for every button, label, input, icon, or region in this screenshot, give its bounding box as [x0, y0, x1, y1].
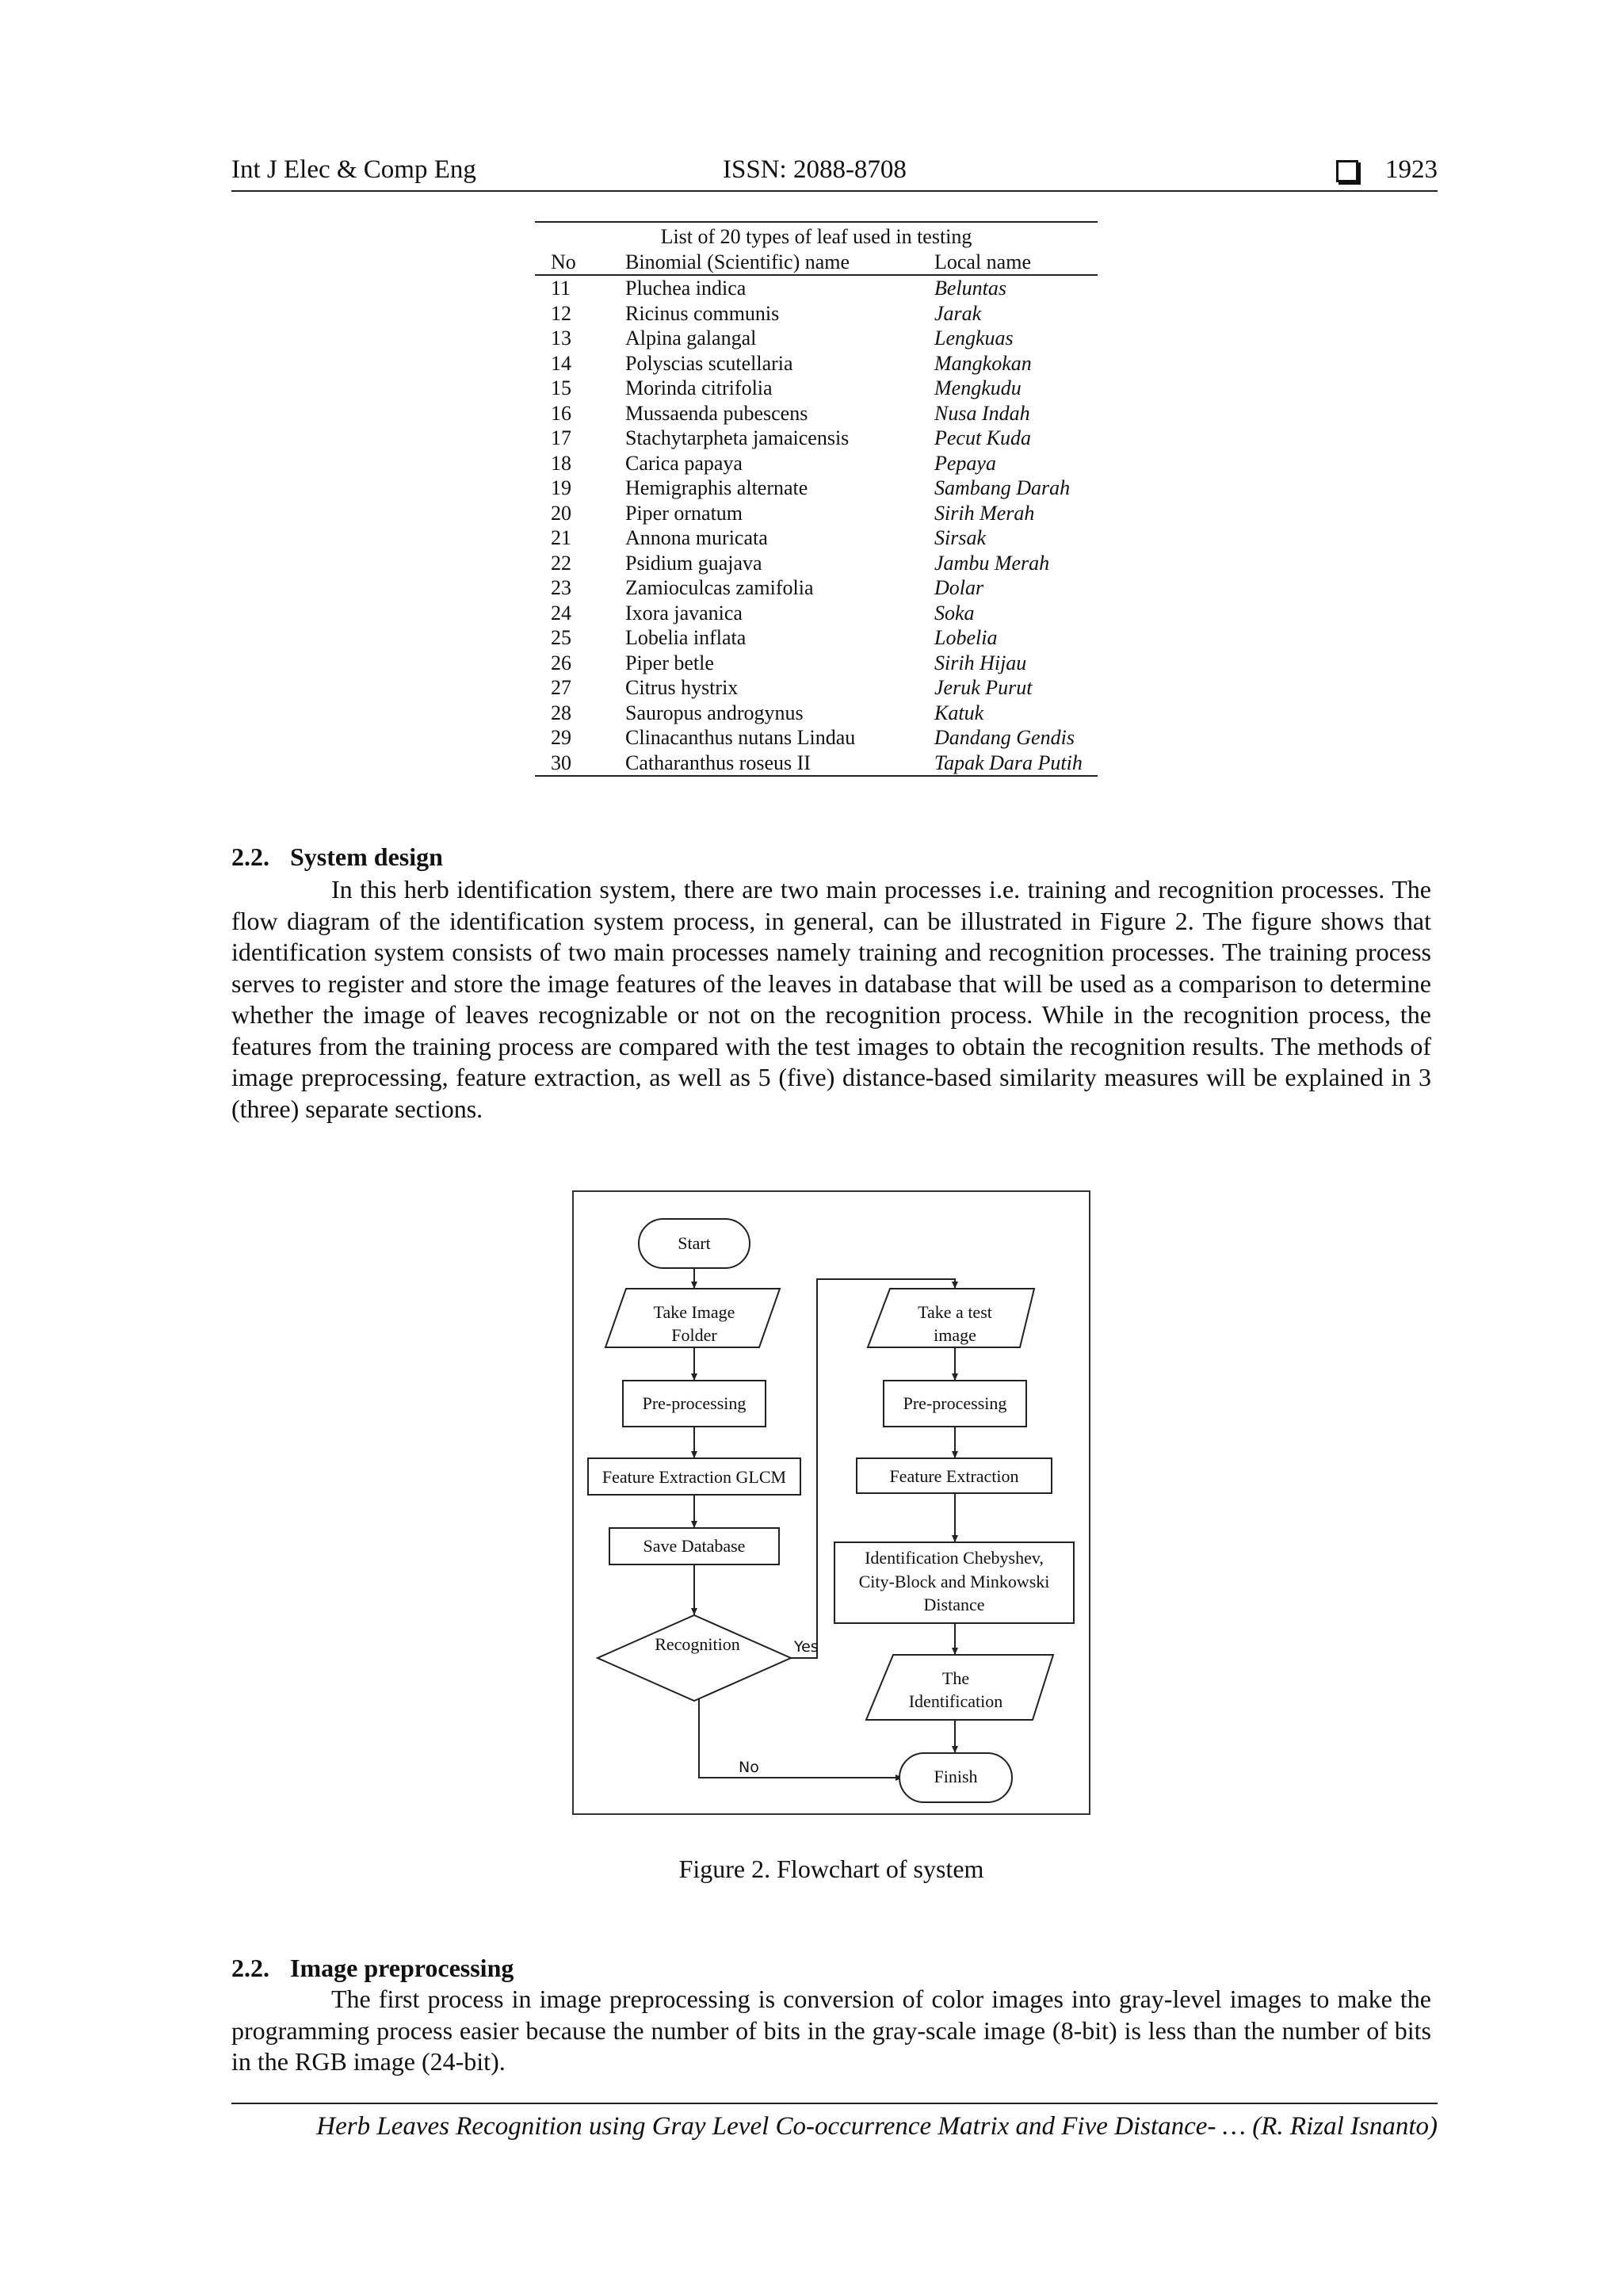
- table-row: [535, 451, 1098, 476]
- table-row: [535, 351, 1098, 376]
- cell-local-name: Dolar: [934, 576, 984, 599]
- cell-local-name: Jambu Merah: [934, 551, 1050, 575]
- table-row: [535, 525, 1098, 551]
- cell-no: 24: [551, 601, 571, 625]
- the-identification-label-2: Identification: [908, 1691, 1003, 1711]
- cell-binomial-name: Carica papaya: [625, 451, 743, 475]
- cell-binomial-name: Pluchea indica: [625, 277, 747, 300]
- section-heading-system-design: [231, 842, 443, 872]
- section-number: 2.2.: [231, 842, 269, 871]
- cell-binomial-name: Ixora javanica: [625, 601, 743, 625]
- table-row: [535, 401, 1098, 426]
- journal-name: Int J Elec & Comp Eng: [231, 155, 476, 184]
- flowchart-diagram: [572, 1190, 1090, 1815]
- save-database-label: Save Database: [643, 1536, 746, 1556]
- cell-no: 13: [551, 327, 571, 350]
- table-row: [535, 575, 1098, 601]
- cell-local-name: Lobelia: [934, 626, 998, 649]
- page-footer: [231, 2103, 1438, 2141]
- cell-no: 27: [551, 676, 571, 699]
- cell-binomial-name: Alpina galangal: [625, 327, 757, 350]
- cell-local-name: Jeruk Purut: [934, 676, 1033, 699]
- table-row: [535, 701, 1098, 726]
- square-bullet-icon: [1336, 160, 1358, 182]
- cell-no: 30: [535, 751, 625, 777]
- yes-label: Yes: [794, 1638, 819, 1656]
- cell-local-name: Soka: [934, 601, 975, 625]
- column-header-no: No: [535, 250, 625, 276]
- table-row: [535, 725, 1098, 751]
- section-title: System design: [290, 842, 443, 871]
- take-test-image-label-1: Take a test: [918, 1302, 992, 1322]
- cell-binomial-name: Piper ornatum: [625, 501, 743, 525]
- cell-binomial-name: Psidium guajava: [625, 551, 762, 575]
- feature-extraction-label: Feature Extraction: [889, 1466, 1019, 1486]
- cell-local-name: Dandang Gendis: [934, 726, 1075, 749]
- figure-caption: Figure 2. Flowchart of system: [678, 1855, 984, 1883]
- footer-running-title: Herb Leaves Recognition using Gray Level Co-occurrence Matrix and Five Distance- … (R. Rizal Isnanto): [316, 2112, 1438, 2141]
- recognition-decision: [598, 1615, 791, 1701]
- cell-local-name: Pepaya: [934, 451, 996, 475]
- cell-no: 21: [551, 526, 571, 549]
- cell-binomial-name: Annona muricata: [625, 526, 768, 549]
- cell-no: 20: [551, 501, 571, 525]
- column-header-binomial: Binomial (Scientific) name: [625, 250, 934, 276]
- cell-local-name: Jarak: [934, 301, 982, 325]
- cell-no: 15: [551, 376, 571, 399]
- table-row: [535, 751, 1098, 777]
- cell-binomial-name: Citrus hystrix: [625, 676, 739, 699]
- section-title-2: Image preprocessing: [290, 1954, 514, 1982]
- the-identification-label-1: The: [941, 1668, 970, 1688]
- cell-no: 17: [551, 426, 571, 449]
- cell-local-name: Nusa Indah: [934, 401, 1030, 425]
- cell-binomial-name: Hemigraphis alternate: [625, 476, 808, 499]
- preprocessing-right-label: Pre-processing: [903, 1393, 1007, 1413]
- cell-no: 25: [551, 626, 571, 649]
- table-row: [535, 551, 1098, 576]
- table-row: [535, 301, 1098, 327]
- cell-local-name: Lengkuas: [934, 327, 1014, 350]
- cell-local-name: Tapak Dara Putih: [934, 751, 1098, 777]
- section-heading-image-preprocessing: [231, 1954, 514, 1983]
- identification-label-1: Identification Chebyshev,: [865, 1548, 1044, 1568]
- cell-no: 11: [551, 277, 571, 300]
- cell-binomial-name: Morinda citrifolia: [625, 376, 773, 399]
- table-header-row: [535, 250, 1098, 276]
- table-row: [535, 426, 1098, 451]
- cell-binomial-name: Ricinus communis: [625, 301, 780, 325]
- cell-local-name: Sirih Merah: [934, 501, 1035, 525]
- cell-no: 14: [551, 351, 571, 375]
- table-row: [535, 601, 1098, 626]
- table-body: [535, 275, 1098, 776]
- table-row: [535, 326, 1098, 351]
- page-header: [231, 149, 1438, 192]
- cell-no: 29: [551, 726, 571, 749]
- system-design-paragraph: In this herb identification system, there are two main processes i.e. training and recognition processes. The flow diagram of the identification system process, in general, can be illustrated in Figure 2. The figure shows that identification system consists of two main processes namely training and recognition processes. The training process serves to register and store the image features of the leaves in database that will be used as a comparison to determine whether the image of leaves recognizable or not on the recognition process. While in the recognition process, the features from the training process are compared with the test images to obtain the recognition results. The methods of image preprocessing, feature extraction, as well as 5 (five) distance-based similarity measures will be explained in 3 (three) separate sections.: [231, 875, 1431, 1123]
- cell-binomial-name: Catharanthus roseus II: [625, 751, 934, 777]
- preprocessing-left-label: Pre-processing: [642, 1393, 747, 1413]
- cell-binomial-name: Mussaenda pubescens: [625, 401, 808, 425]
- start-label: Start: [678, 1233, 711, 1253]
- cell-binomial-name: Stachytarpheta jamaicensis: [625, 426, 850, 449]
- cell-local-name: Sambang Darah: [934, 476, 1071, 499]
- image-preprocessing-paragraph: The first process in image preprocessing is conversion of color images into gray-level images to make the programming process easier because the number of bits in the gray-scale image (8-bit) is less than the number of bits in the RGB image (24-bit).: [231, 1985, 1431, 2076]
- cell-no: 28: [551, 701, 571, 724]
- column-header-local: Local name: [934, 250, 1098, 276]
- table-row: [535, 501, 1098, 526]
- table-row: [535, 675, 1098, 701]
- cell-no: 16: [551, 401, 571, 425]
- issn: ISSN: 2088-8708: [723, 155, 907, 184]
- take-image-folder-label-2: Folder: [671, 1325, 717, 1345]
- identification-label-3: Distance: [923, 1595, 985, 1614]
- cell-binomial-name: Lobelia inflata: [625, 626, 747, 649]
- page-number: 1923: [1385, 155, 1438, 184]
- identification-label-2: City-Block and Minkowski: [858, 1572, 1050, 1591]
- cell-binomial-name: Piper betle: [625, 651, 714, 674]
- cell-no: 23: [551, 576, 571, 599]
- section-number-2: 2.2.: [231, 1954, 269, 1982]
- table-caption: List of 20 types of leaf used in testing: [535, 221, 1098, 250]
- cell-binomial-name: Sauropus androgynus: [625, 701, 804, 724]
- finish-label: Finish: [934, 1767, 978, 1786]
- cell-no: 22: [551, 551, 571, 575]
- cell-no: 19: [551, 476, 571, 499]
- cell-local-name: Sirsak: [934, 526, 986, 549]
- cell-local-name: Mangkokan: [934, 351, 1032, 375]
- take-test-image-label-2: image: [934, 1325, 976, 1345]
- table-row: [535, 625, 1098, 651]
- cell-no: 26: [551, 651, 571, 674]
- table-row: [535, 275, 1098, 301]
- cell-binomial-name: Clinacanthus nutans Lindau: [625, 726, 856, 749]
- table-row: [535, 651, 1098, 676]
- no-label: No: [739, 1759, 759, 1776]
- cell-binomial-name: Zamioculcas zamifolia: [625, 576, 814, 599]
- cell-no: 18: [551, 451, 571, 475]
- cell-local-name: Sirih Hijau: [934, 651, 1027, 674]
- table-row: [535, 476, 1098, 501]
- take-image-folder-label-1: Take Image: [653, 1302, 735, 1322]
- cell-local-name: Beluntas: [934, 277, 1006, 300]
- table-row: [535, 376, 1098, 401]
- cell-no: 12: [551, 301, 571, 325]
- feature-glcm-label: Feature Extraction GLCM: [601, 1467, 787, 1487]
- cell-local-name: Katuk: [934, 701, 984, 724]
- leaf-types-table: [535, 221, 1098, 777]
- cell-local-name: Pecut Kuda: [934, 426, 1032, 449]
- cell-local-name: Mengkudu: [934, 376, 1022, 399]
- recognition-label: Recognition: [655, 1634, 740, 1654]
- cell-binomial-name: Polyscias scutellaria: [625, 351, 793, 375]
